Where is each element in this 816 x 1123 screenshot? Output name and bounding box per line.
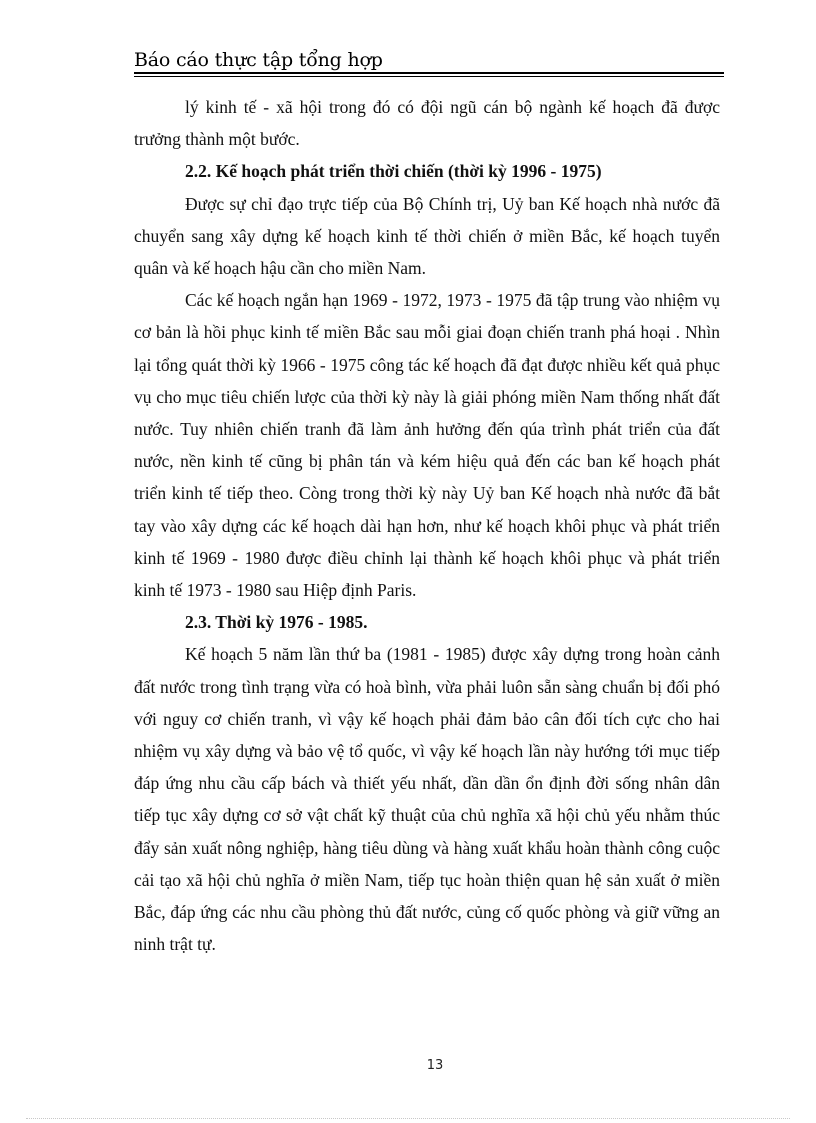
paragraph-3: Các kế hoạch ngắn hạn 1969 - 1972, 1973 - 1975 đã tập trung vào nhiệm vụ cơ bản là hồi phục kinh tế miền Bắc sau mỗi giai đoạn chiến tranh phá hoại . Nhìn lại tổng quát thời kỳ 1966 - 1975 công tác kế hoạch đã đạt được nhiều kết quả phục vụ cho mục tiêu chiến lược của thời kỳ này là giải phóng miền Nam thống nhất đất nước. Tuy nhiên chiến tranh đã làm ảnh hưởng đến qúa trình phát triển của đất nước, nền kinh tế cũng bị phân tán và kém hiệu quả đến các ban kế hoạch phát triển kinh tế tiếp theo. Còng trong thời kỳ này Uỷ ban Kế hoạch nhà nước đã bắt tay vào xây dựng các kế hoạch dài hạn hơn, như kế hoạch khôi phục và phát triển kinh tế 1969 - 1980 được điều chỉnh lại thành kế hoạch khôi phục và phát triển kinh tế 1973 - 1980 sau Hiệp định Paris. [134,290,720,601]
page-number: 13 [426,1058,444,1073]
section-heading-2-2: 2.2. Kế hoạch phát triển thời chiến (thời kỳ 1996 - 1975) [185,161,602,182]
paragraph-4: Kế hoạch 5 năm lần thứ ba (1981 - 1985) được xây dựng trong hoàn cảnh đất nước trong tình trạng vừa có hoà bình, vừa phải luôn sẵn sàng chuẩn bị đối phó với nguy cơ chiến tranh, vì vậy kế hoạch phải đảm bảo cân đối tích cực cho hai nhiệm vụ xây dựng và bảo vệ tổ quốc, vì vậy kế hoạch lần này hướng tới mục tiếp đáp ứng nhu cầu cấp bách và thiết yếu nhất, dần dần ổn định đời sống nhân dân tiếp tục xây dựng cơ sở vật chất kỹ thuật của chủ nghĩa xã hội chủ yếu nhằm thúc đẩy sản xuất nông nghiệp, hàng tiêu dùng và hàng xuất khẩu hoàn thành công cuộc cải tạo xã hội chủ nghĩa ở miền Nam, tiếp tục hoàn thiện quan hệ sản xuất ở miền Bắc, đáp ứng các nhu cầu phòng thủ đất nước, củng cố quốc phòng và giữ vững an ninh trật tự. [134,644,720,955]
page-header [134,48,724,72]
section-heading-2-3: 2.3. Thời kỳ 1976 - 1985. [185,612,368,633]
paragraph-2: Được sự chỉ đạo trực tiếp của Bộ Chính trị, Uỷ ban Kế hoạch nhà nước đã chuyển sang xây dựng kế hoạch kinh tế thời chiến ở miền Bắc, kế hoạch tuyển quân và kế hoạch hậu cần cho miền Nam. [134,193,720,279]
header-rule-thick [134,72,724,74]
header-rule-thin [134,76,724,77]
footer-divider [26,1118,790,1119]
header-title: Báo cáo thực tập tổng hợp [134,49,383,71]
document-body [134,91,720,960]
paragraph-1: lý kinh tế - xã hội trong đó có đội ngũ cán bộ ngành kế hoạch đã được trưởng thành một bước. [134,97,720,150]
